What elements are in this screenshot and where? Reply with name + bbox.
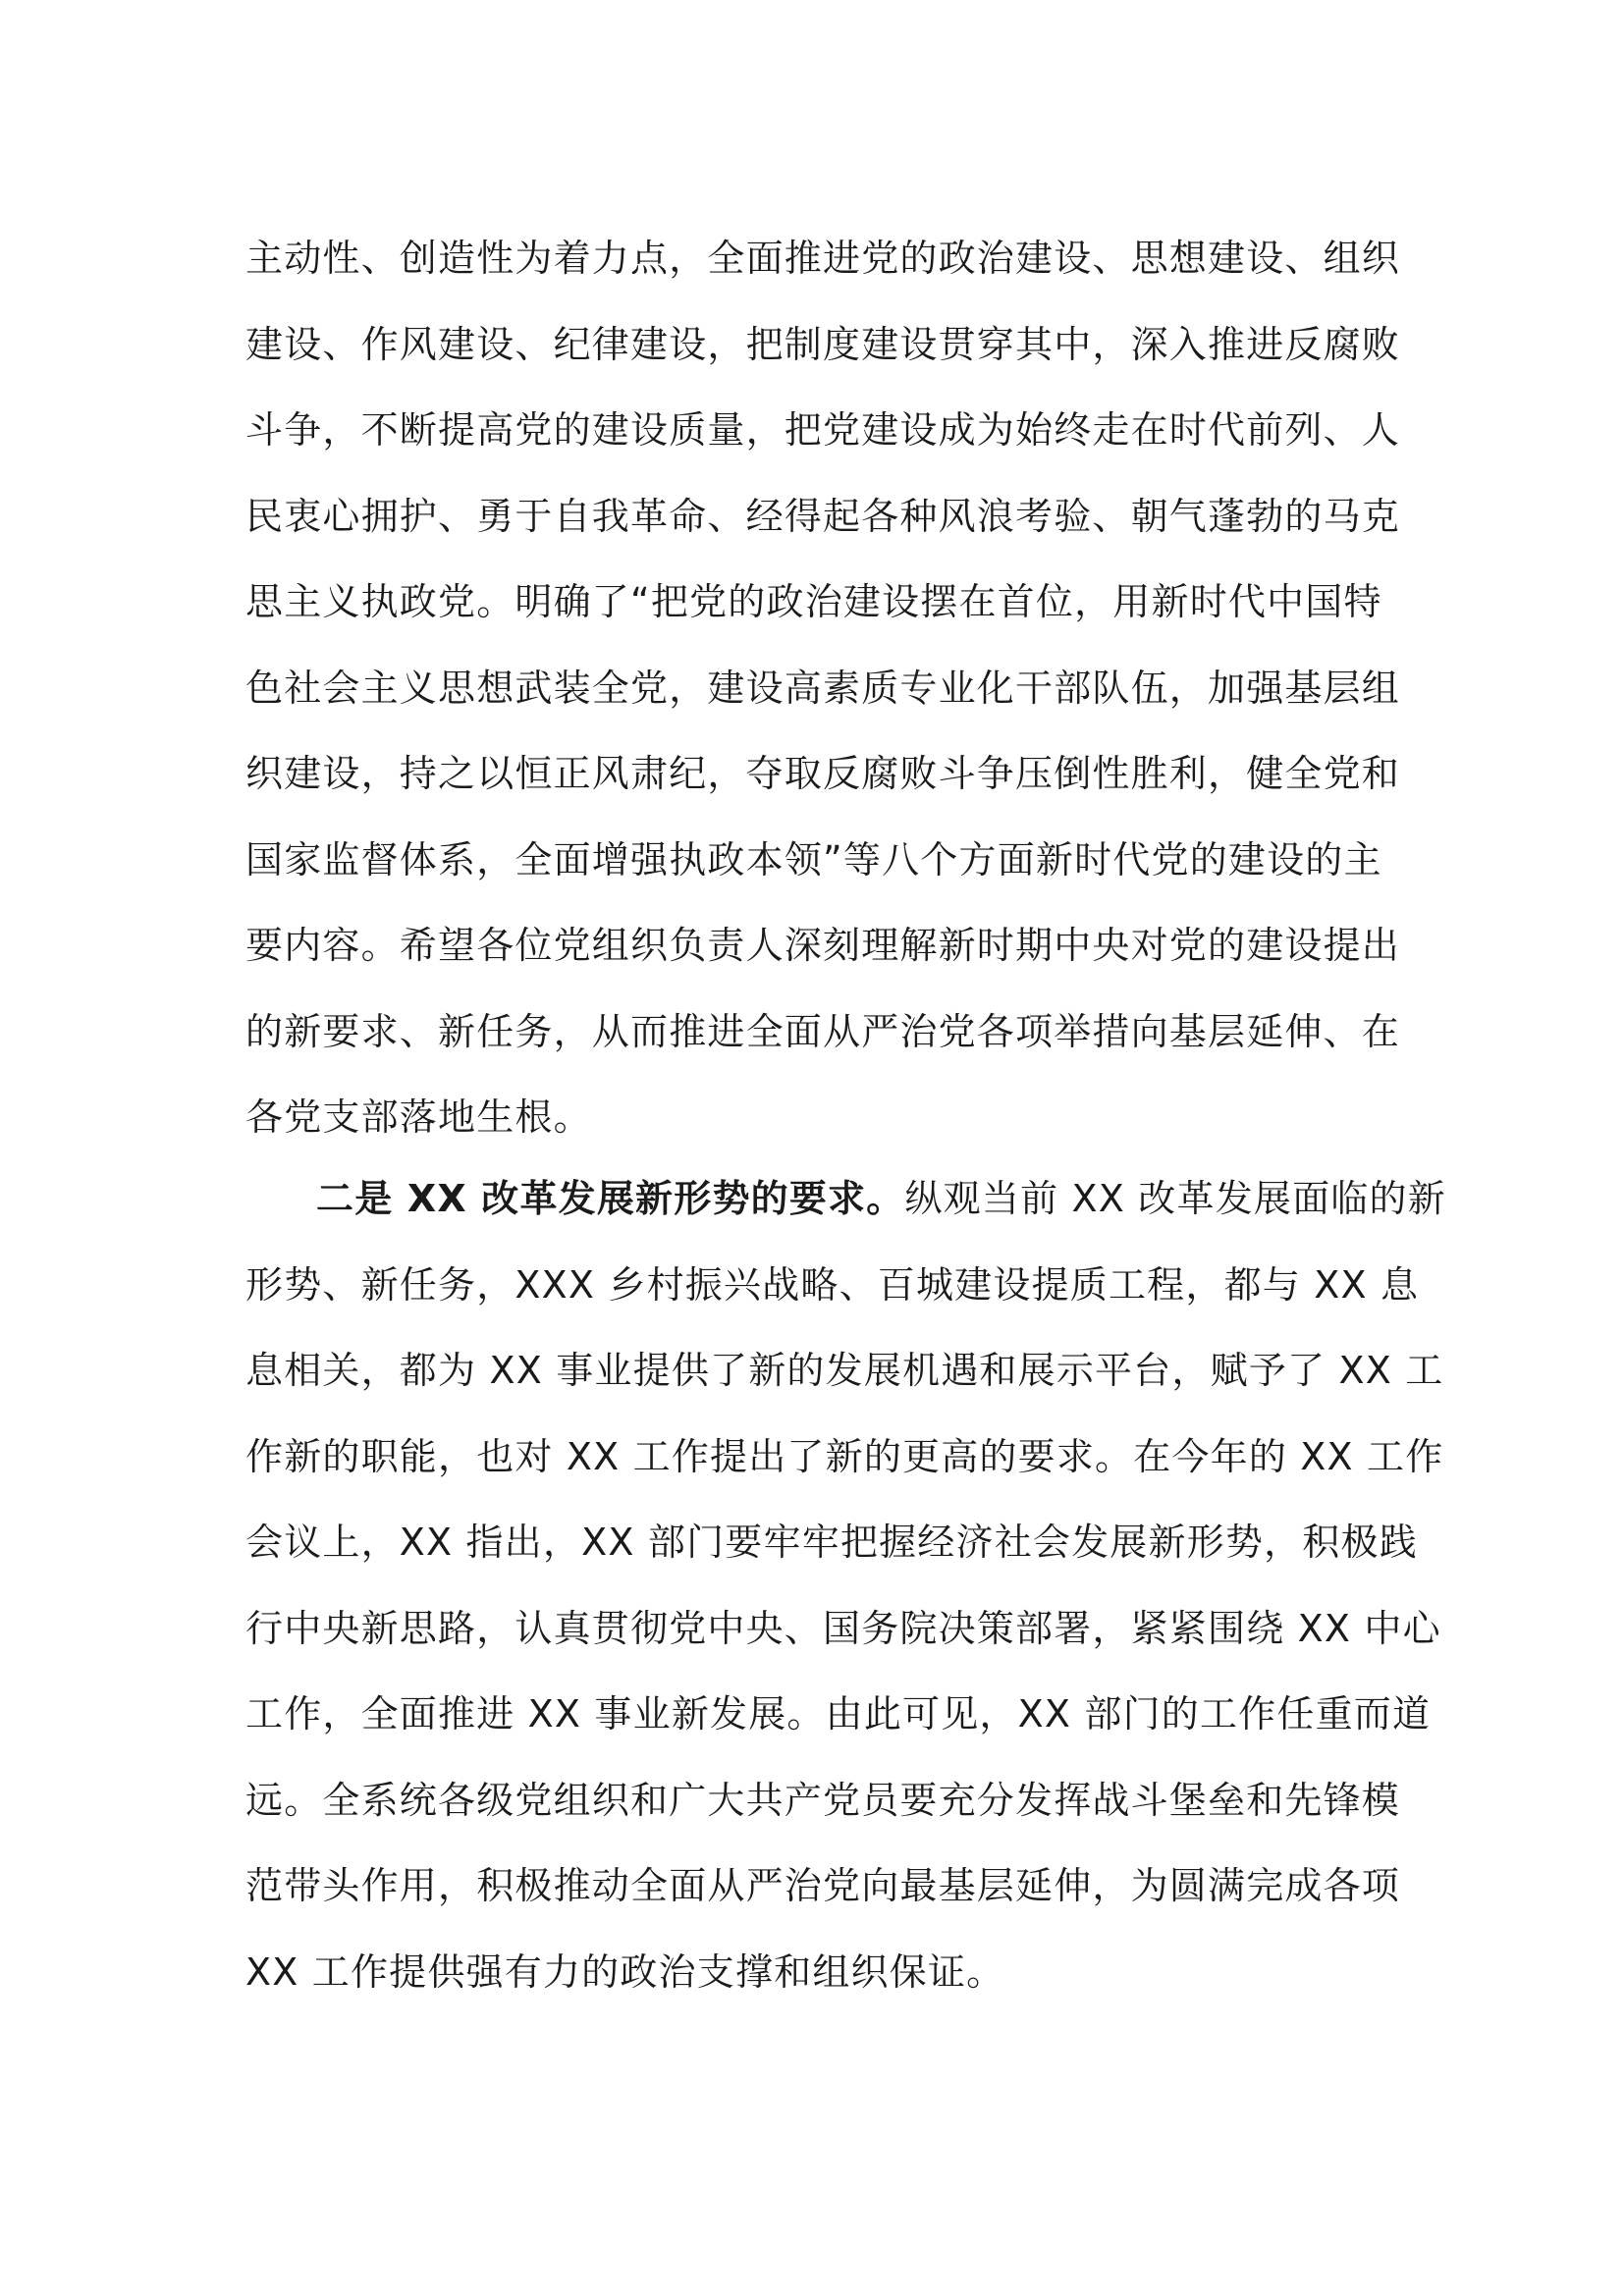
text-line: 息相关，都为 XX 事业提供了新的发展机遇和展示平台，赋予了 XX 工	[245, 1349, 1444, 1392]
paragraph-party-building	[245, 216, 1401, 1161]
text-line: 国家监督体系，全面增强执政本领”等八个方面新时代党的建设的主	[245, 837, 1382, 881]
text-line-first	[245, 1156, 1446, 1243]
text-line: 远。全系统各级党组织和广大共产党员要充分发挥战斗堡垒和先锋模	[245, 1778, 1401, 1822]
text-line: 各党支部落地生根。	[245, 1095, 592, 1139]
paragraph-reform-requirements	[245, 1156, 1446, 2015]
text-line: 色社会主义思想武装全党，建设高素质专业化干部队伍，加强基层组	[245, 666, 1401, 710]
text-line: 主动性、创造性为着力点，全面推进党的政治建设、思想建设、组织	[245, 237, 1401, 280]
text-line: 的新要求、新任务，从而推进全面从严治党各项举措向基层延伸、在	[245, 1009, 1401, 1053]
text-line: 斗争，不断提高党的建设质量，把党建设成为始终走在时代前列、人	[245, 408, 1401, 452]
text-line: 织建设，持之以恒正风肃纪，夺取反腐败斗争压倒性胜利，健全党和	[245, 752, 1401, 795]
text-run: 纵观当前 XX 改革发展面临的新	[904, 1177, 1446, 1220]
text-line: 作新的职能，也对 XX 工作提出了新的更高的要求。在今年的 XX 工作	[245, 1434, 1444, 1478]
section-heading: 二是 XX 改革发展新形势的要求。	[316, 1177, 905, 1220]
text-line: 建设、作风建设、纪律建设，把制度建设贯穿其中，深入推进反腐败	[245, 322, 1401, 366]
text-line: XX 工作提供强有力的政治支撑和组织保证。	[245, 1949, 1005, 1994]
text-line: 会议上，XX 指出，XX 部门要牢牢把握经济社会发展新形势，积极践	[245, 1521, 1418, 1564]
text-line: 工作，全面推进 XX 事业新发展。由此可见，XX 部门的工作任重而道	[245, 1692, 1432, 1735]
text-line: 行中央新思路，认真贯彻党中央、国务院决策部署，紧紧围绕 XX 中心	[245, 1606, 1441, 1650]
text-line: 范带头作用，积极推动全面从严治党向最基层延伸，为圆满完成各项	[245, 1864, 1401, 1907]
text-line: 要内容。希望各位党组织负责人深刻理解新时期中央对党的建设提出	[245, 924, 1401, 967]
text-line: 思主义执政党。明确了“把党的政治建设摆在首位，用新时代中国特	[245, 580, 1382, 623]
text-line: 民衷心拥护、勇于自我革命、经得起各种风浪考验、朝气蓬勃的马克	[245, 494, 1401, 538]
text-line: 形势、新任务，XXX 乡村振兴战略、百城建设提质工程，都与 XX 息	[245, 1262, 1420, 1307]
